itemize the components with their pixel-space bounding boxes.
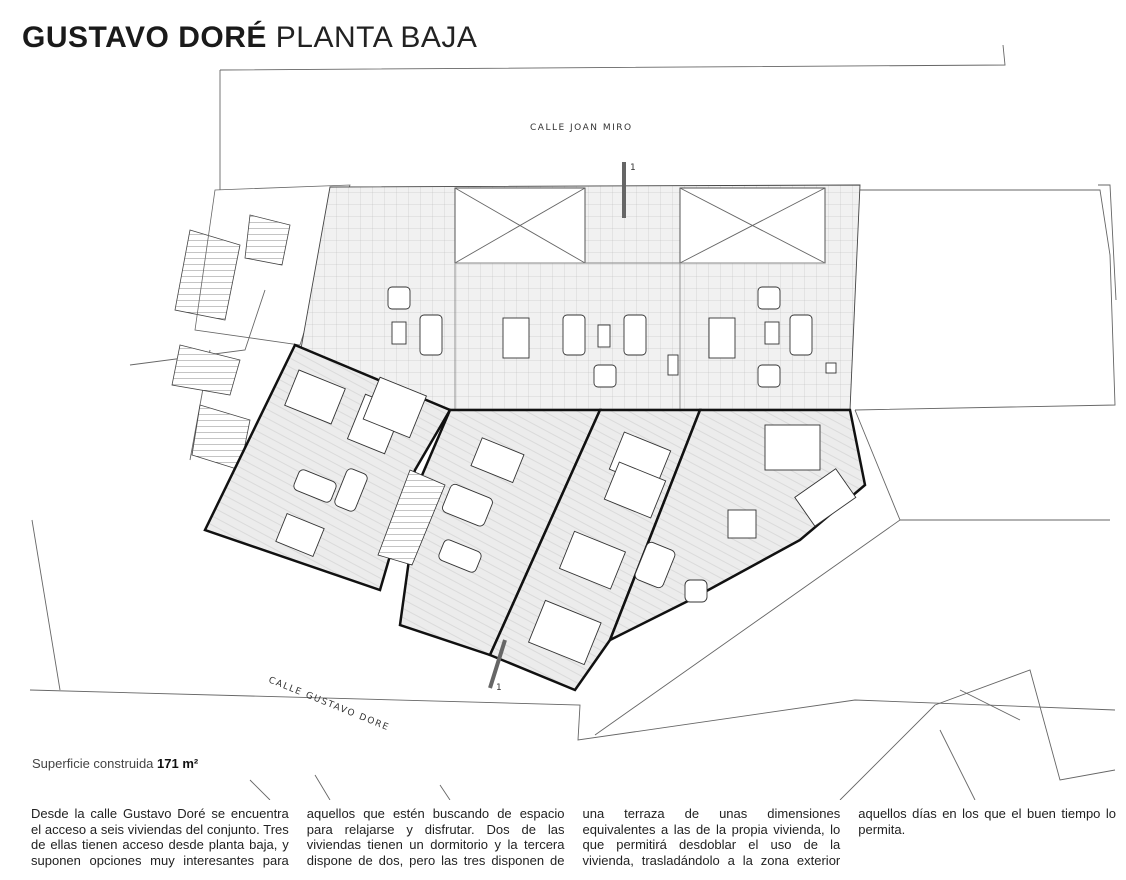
title-subtitle: PLANTA BAJA bbox=[275, 21, 478, 54]
built-surface bbox=[32, 756, 198, 771]
street-label-top: CALLE JOAN MIRO bbox=[530, 123, 633, 133]
title-name: GUSTAVO DORÉ bbox=[22, 21, 267, 54]
street-label-bottom: CALLE GUSTAVO DORE bbox=[266, 675, 391, 734]
description-text: Desde la calle Gustavo Doré se encuentra el acceso a seis viviendas del conjunto. Tres de ellas tienen acceso desde planta baja, y suponen opciones muy interesantes para aquellos que estén buscando de espacio para relajarse y disfrutar. Dos de las viviendas tienen un dormitorio y la tercera dispone de dos, pero las tres disponen de una terraza de unas dimensiones equivalentes a las de la propia vivienda, lo que permitirá desdoblar el uso de la vivienda, trasladándolo a la zona exterior aquellos días en los que el buen tiempo lo permita. bbox=[31, 806, 1116, 868]
built-surface-label: Superficie construida bbox=[32, 756, 154, 771]
section-mark-top: 1 bbox=[630, 163, 638, 173]
built-surface-value: 171 m² bbox=[157, 756, 199, 771]
section-mark-bottom: 1 bbox=[496, 683, 504, 693]
